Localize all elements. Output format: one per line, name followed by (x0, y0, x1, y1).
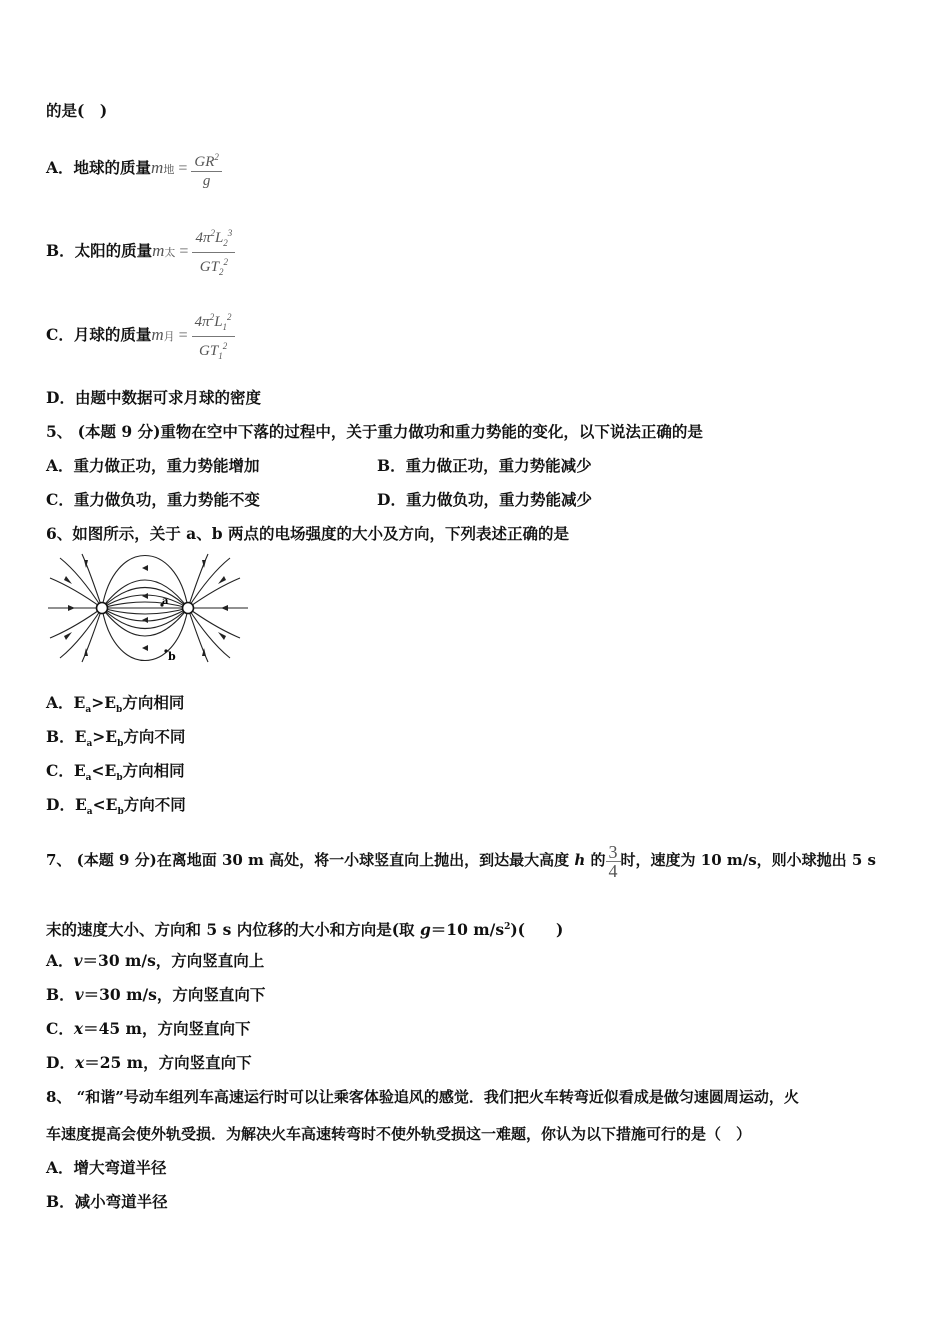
var-x: x (73, 1019, 84, 1038)
formula-subscript: 月 (163, 330, 175, 343)
subscript-b: b (116, 705, 123, 716)
point-a-label: a (162, 596, 169, 607)
var-h: h (574, 851, 586, 869)
subscript-a: a (85, 773, 92, 784)
q8-option-a: A．增大弯道半径 (46, 1158, 167, 1177)
option-text: ＝45 m，方向竖直向下 (83, 1019, 251, 1038)
option-letter: B． (46, 727, 75, 746)
var-v: v (74, 985, 84, 1004)
option-text: ＝30 m/s，方向竖直向下 (83, 985, 266, 1004)
formula-symbol: m (151, 325, 164, 344)
q7-stem-line1 (46, 828, 876, 892)
formula-subscript: 太 (164, 246, 176, 259)
field-e: E (105, 795, 118, 814)
option-text: 方向相同 (122, 761, 185, 780)
option-text: 方向不同 (123, 727, 186, 746)
option-text: 方向相同 (122, 693, 185, 712)
option-text: ＝30 m/s，方向竖直向上 (82, 951, 265, 970)
option-text: 地球的质量 (73, 158, 152, 177)
q6-option-b (46, 727, 185, 754)
q7-option-c (46, 1019, 250, 1039)
option-letter: A． (46, 693, 74, 712)
option-letter: D． (46, 1053, 75, 1072)
point-b-label: b (168, 650, 176, 663)
q6-option-a (46, 693, 184, 720)
formula-gr2-over-g: $\frac{GR^2}{g}$ (191, 148, 222, 190)
fraction-denominator: 4 (608, 860, 618, 881)
fraction-three-quarters (606, 843, 621, 880)
relation: < (92, 795, 106, 814)
q5-option-d: D．重力做负功，重力势能减少 (377, 490, 592, 509)
field-e: E (74, 727, 87, 746)
var-v: v (73, 951, 83, 970)
subscript-b: b (117, 739, 124, 750)
subscript-a: a (86, 807, 93, 818)
q7-text-part1: 7、 (本题 9 分)在离地面 30 m 高处，将一小球竖直向上抛出，到达最大高度 (46, 851, 570, 869)
subscript-b: b (116, 773, 123, 784)
q7-option-a (46, 951, 264, 971)
option-letter: B． (46, 241, 75, 260)
formula-symbol: m (151, 158, 164, 177)
q8-stem-line1: 8、 “和谐”号动车组列车高速运行时可以让乘客体验追风的感觉．我们把火车转弯近似看成是做匀速圆周运动，火 (46, 1088, 799, 1106)
q5-option-b: B．重力做正功，重力势能减少 (377, 456, 592, 475)
q7-line2-part3: )( ) (510, 920, 564, 940)
var-x: x (74, 1053, 85, 1072)
right-charge (183, 603, 194, 614)
option-text: 太阳的质量 (74, 241, 153, 260)
left-charge (97, 603, 108, 614)
field-e: E (74, 795, 87, 814)
q4-option-d (46, 388, 261, 408)
superscript-2: 2 (504, 922, 511, 932)
subscript-a: a (85, 705, 92, 716)
field-e: E (73, 761, 86, 780)
formula-moon-mass: $\frac{4\pi^2L_1^2}{GT_1^2}$ (192, 308, 235, 365)
relation: > (92, 727, 106, 746)
option-text: 由题中数据可求月球的密度 (74, 388, 261, 407)
q8-option-b: B．减小弯道半径 (46, 1192, 168, 1211)
option-letter: C． (46, 1019, 74, 1038)
field-e: E (104, 693, 117, 712)
formula-sun-mass: $\frac{4\pi^2L_2^3}{GT_2^2}$ (192, 224, 235, 281)
q5-option-a: A．重力做正功，重力势能增加 (46, 456, 260, 475)
field-e: E (104, 761, 117, 780)
q4-option-b: B．太阳的质量m太 = $\frac{4\pi^2L_2^3}{GT_2^2}$ (46, 222, 235, 280)
fraction-numerator: 3 (606, 843, 621, 862)
q8-stem-line2: 车速度提高会使外轨受损．为解决火车高速转弯时不使外轨受损这一难题，你认为以下措施可行的是（ ） (46, 1125, 752, 1143)
formula-symbol: m (152, 241, 165, 260)
field-e: E (105, 727, 118, 746)
option-letter: A． (46, 951, 74, 970)
subscript-b: b (117, 807, 124, 818)
q7-line2-part1: 末的速度大小、方向和 5 s 内位移的大小和方向是(取 (46, 920, 415, 940)
q7-option-b (46, 985, 265, 1005)
option-letter: A． (46, 158, 74, 177)
option-letter: B． (46, 985, 75, 1004)
q7-text-part3: 时，速度为 10 m/s，则小球抛出 5 s (620, 851, 876, 869)
relation: < (91, 761, 105, 780)
field-e: E (73, 693, 86, 712)
option-letter: D． (46, 388, 75, 407)
q6-stem: 6、如图所示，关于 a、b 两点的电场强度的大小及方向，下列表述正确的是 (46, 524, 569, 543)
q4-option-c: C．月球的质量m月 = $\frac{4\pi^2L_1^2}{GT_1^2}$ (46, 306, 235, 364)
q4-stem-tail: 的是( ) (46, 101, 108, 120)
q4-option-a: A．地球的质量m地 = $\frac{GR^2}{g}$ (46, 146, 222, 190)
q7-option-d (46, 1053, 252, 1073)
option-text: 月球的质量 (73, 325, 152, 344)
option-text: ＝25 m，方向竖直向下 (84, 1053, 252, 1072)
option-letter: D． (46, 795, 75, 814)
q7-text-part2: 的 (590, 851, 606, 869)
var-g: g (419, 920, 431, 940)
relation: > (91, 693, 105, 712)
option-letter: C． (46, 325, 74, 344)
q5-option-c: C．重力做负功，重力势能不变 (46, 490, 260, 509)
q7-stem-line2 (46, 917, 563, 940)
formula-subscript: 地 (163, 163, 175, 176)
q6-option-d (46, 795, 186, 822)
subscript-a: a (86, 739, 93, 750)
option-text: 方向不同 (123, 795, 186, 814)
option-letter: C． (46, 761, 74, 780)
q7-line2-part2: ＝10 m/s (430, 920, 505, 940)
q6-option-c (46, 761, 185, 788)
electric-field-lines-figure (44, 552, 254, 664)
q5-stem: 5、 (本题 9 分)重物在空中下落的过程中，关于重力做功和重力势能的变化，以下说法正确的是 (46, 422, 703, 441)
